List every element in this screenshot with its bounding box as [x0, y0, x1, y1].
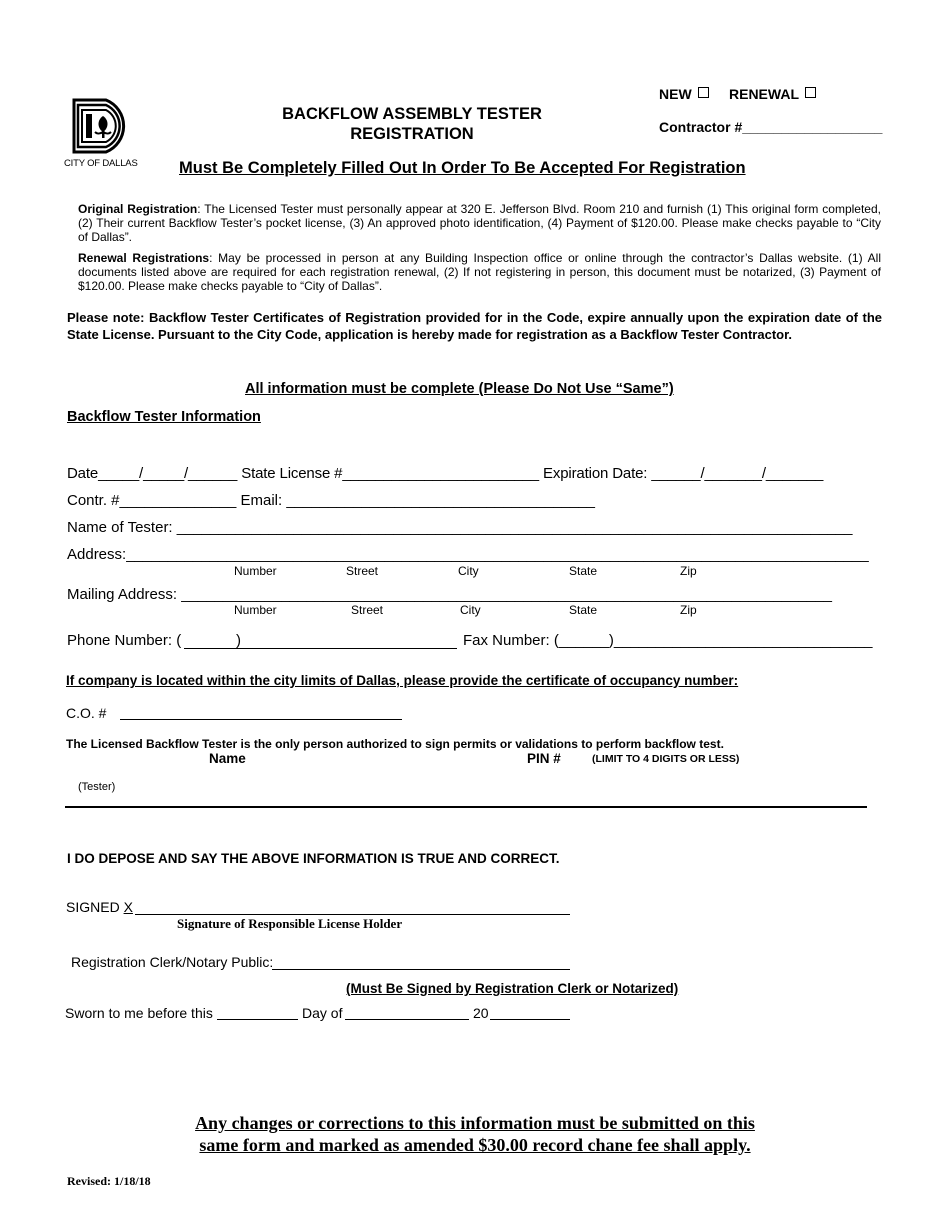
mailing-state-label: State — [569, 603, 598, 617]
day-of-label: Day of — [302, 1005, 343, 1021]
signed-label — [66, 899, 133, 915]
section-heading: Backflow Tester Information — [67, 409, 261, 425]
tester-name-field[interactable]: Name of Tester: _________________________________________________________________________________ — [67, 519, 853, 536]
sworn-label: Sworn to me before this — [65, 1005, 213, 1021]
new-checkbox[interactable] — [698, 87, 709, 98]
form-title-line1: BACKFLOW ASSEMBLY TESTER — [282, 105, 542, 123]
renewal-registration-label: Renewal Registrations — [78, 251, 210, 265]
signature-line[interactable] — [135, 914, 570, 915]
year-prefix-label: 20 — [473, 1005, 489, 1021]
please-note-paragraph: Please note: Backflow Tester Certificates of Registration provided for in the Code, expire annually upon the expiration date of the State License. Pursuant to the City Code, application is hereby made for registration as a Backflow Tester Contractor. — [67, 310, 882, 342]
phone-input-line[interactable] — [184, 648, 457, 649]
revised-date: Revised: 1/18/18 — [67, 1174, 151, 1188]
phone-close-paren: ) — [236, 632, 241, 649]
clerk-signature-line[interactable] — [272, 969, 570, 970]
clerk-notary-label: Registration Clerk/Notary Public: — [71, 954, 274, 970]
signed-text: SIGNED — [66, 899, 120, 915]
signed-x: X — [123, 899, 133, 915]
phone-label: Phone Number: ( — [67, 632, 182, 649]
all-info-notice: All information must be complete (Please Do Not Use “Same”) — [245, 381, 674, 397]
mailing-city-label: City — [460, 603, 481, 617]
address-zip-label: Zip — [680, 564, 697, 578]
contractor-number-field[interactable]: Contractor #__________________ — [659, 119, 883, 135]
form-title-line2: REGISTRATION — [350, 125, 474, 143]
signature-caption: Signature of Responsible License Holder — [177, 916, 403, 931]
renewal-registration-text: : May be processed in person at any Building Inspection office or online through the contractor’s Dallas website. (1) All documents listed above are required for each registration renewal, (2) If not registering in person, this document must be notarized, (3) Payment of $120.00. Please make checks payable to “City of Dallas”. — [78, 251, 881, 293]
original-registration-paragraph — [78, 202, 881, 244]
sworn-year-line[interactable] — [490, 1019, 570, 1020]
licensed-tester-note: The Licensed Backflow Tester is the only person authorized to sign permits or validations to perform backflow test. — [66, 737, 724, 751]
must-be-signed-note: (Must Be Signed by Registration Clerk or Notarized) — [346, 981, 679, 996]
renewal-registration-paragraph — [78, 251, 881, 293]
dallas-seal-icon — [70, 96, 142, 156]
address-field[interactable]: Address:_________________________________________________________________________________________ — [67, 546, 869, 563]
changes-notice-line1: Any changes or corrections to this information must be submitted on this — [195, 1113, 755, 1133]
form-subtitle: Must Be Completely Filled Out In Order To Be Accepted For Registration — [179, 159, 746, 177]
co-input-line[interactable] — [120, 719, 402, 720]
original-registration-text: : The Licensed Tester must personally appear at 320 E. Jefferson Blvd. Room 210 and furnish (1) This original form completed, (2) Their current Backflow Tester’s pocket license, (3) An approved photo identification, (4) Payment of $120.00. Please make checks payable to “City of Dallas”. — [78, 202, 881, 244]
contractor-email-row[interactable]: Contr. #______________ Email: _____________________________________ — [67, 492, 595, 509]
address-number-label: Number — [234, 564, 277, 578]
tester-name-pin-line[interactable] — [65, 806, 867, 808]
address-state-label: State — [569, 564, 598, 578]
fax-number-field[interactable]: Fax Number: (______)_______________________________ — [463, 632, 873, 649]
pin-limit-note: (LIMIT TO 4 DIGITS OR LESS) — [592, 753, 740, 765]
mailing-address-field[interactable]: Mailing Address: ______________________________________________________________________________ — [67, 586, 832, 603]
renewal-checkbox[interactable] — [805, 87, 816, 98]
new-label: NEW — [659, 86, 692, 102]
sworn-day-line[interactable] — [217, 1019, 298, 1020]
city-of-dallas-logo — [70, 96, 142, 156]
pin-header: PIN # — [527, 751, 561, 766]
logo-caption: CITY OF DALLAS — [64, 158, 138, 169]
certificate-occupancy-notice: If company is located within the city limits of Dallas, please provide the certificate of occupancy number: — [66, 673, 739, 688]
co-label: C.O. # — [66, 705, 107, 721]
sworn-month-line[interactable] — [345, 1019, 469, 1020]
changes-notice-line2: same form and marked as amended $30.00 record chane fee shall apply. — [199, 1135, 751, 1155]
date-license-expiration-row[interactable]: Date_____/_____/______ State License #________________________ Expiration Date: ______/_______/_______ — [67, 465, 824, 482]
address-street-label: Street — [346, 564, 379, 578]
mailing-street-label: Street — [351, 603, 384, 617]
address-city-label: City — [458, 564, 479, 578]
renewal-option[interactable] — [729, 86, 816, 102]
renewal-label: RENEWAL — [729, 86, 799, 102]
tester-label: (Tester) — [78, 781, 116, 793]
new-option[interactable] — [659, 86, 709, 102]
mailing-number-label: Number — [234, 603, 277, 617]
original-registration-label: Original Registration — [78, 202, 198, 216]
depose-statement: I DO DEPOSE AND SAY THE ABOVE INFORMATION IS TRUE AND CORRECT. — [67, 851, 560, 866]
tester-name-header: Name — [209, 751, 246, 766]
mailing-zip-label: Zip — [680, 603, 697, 617]
